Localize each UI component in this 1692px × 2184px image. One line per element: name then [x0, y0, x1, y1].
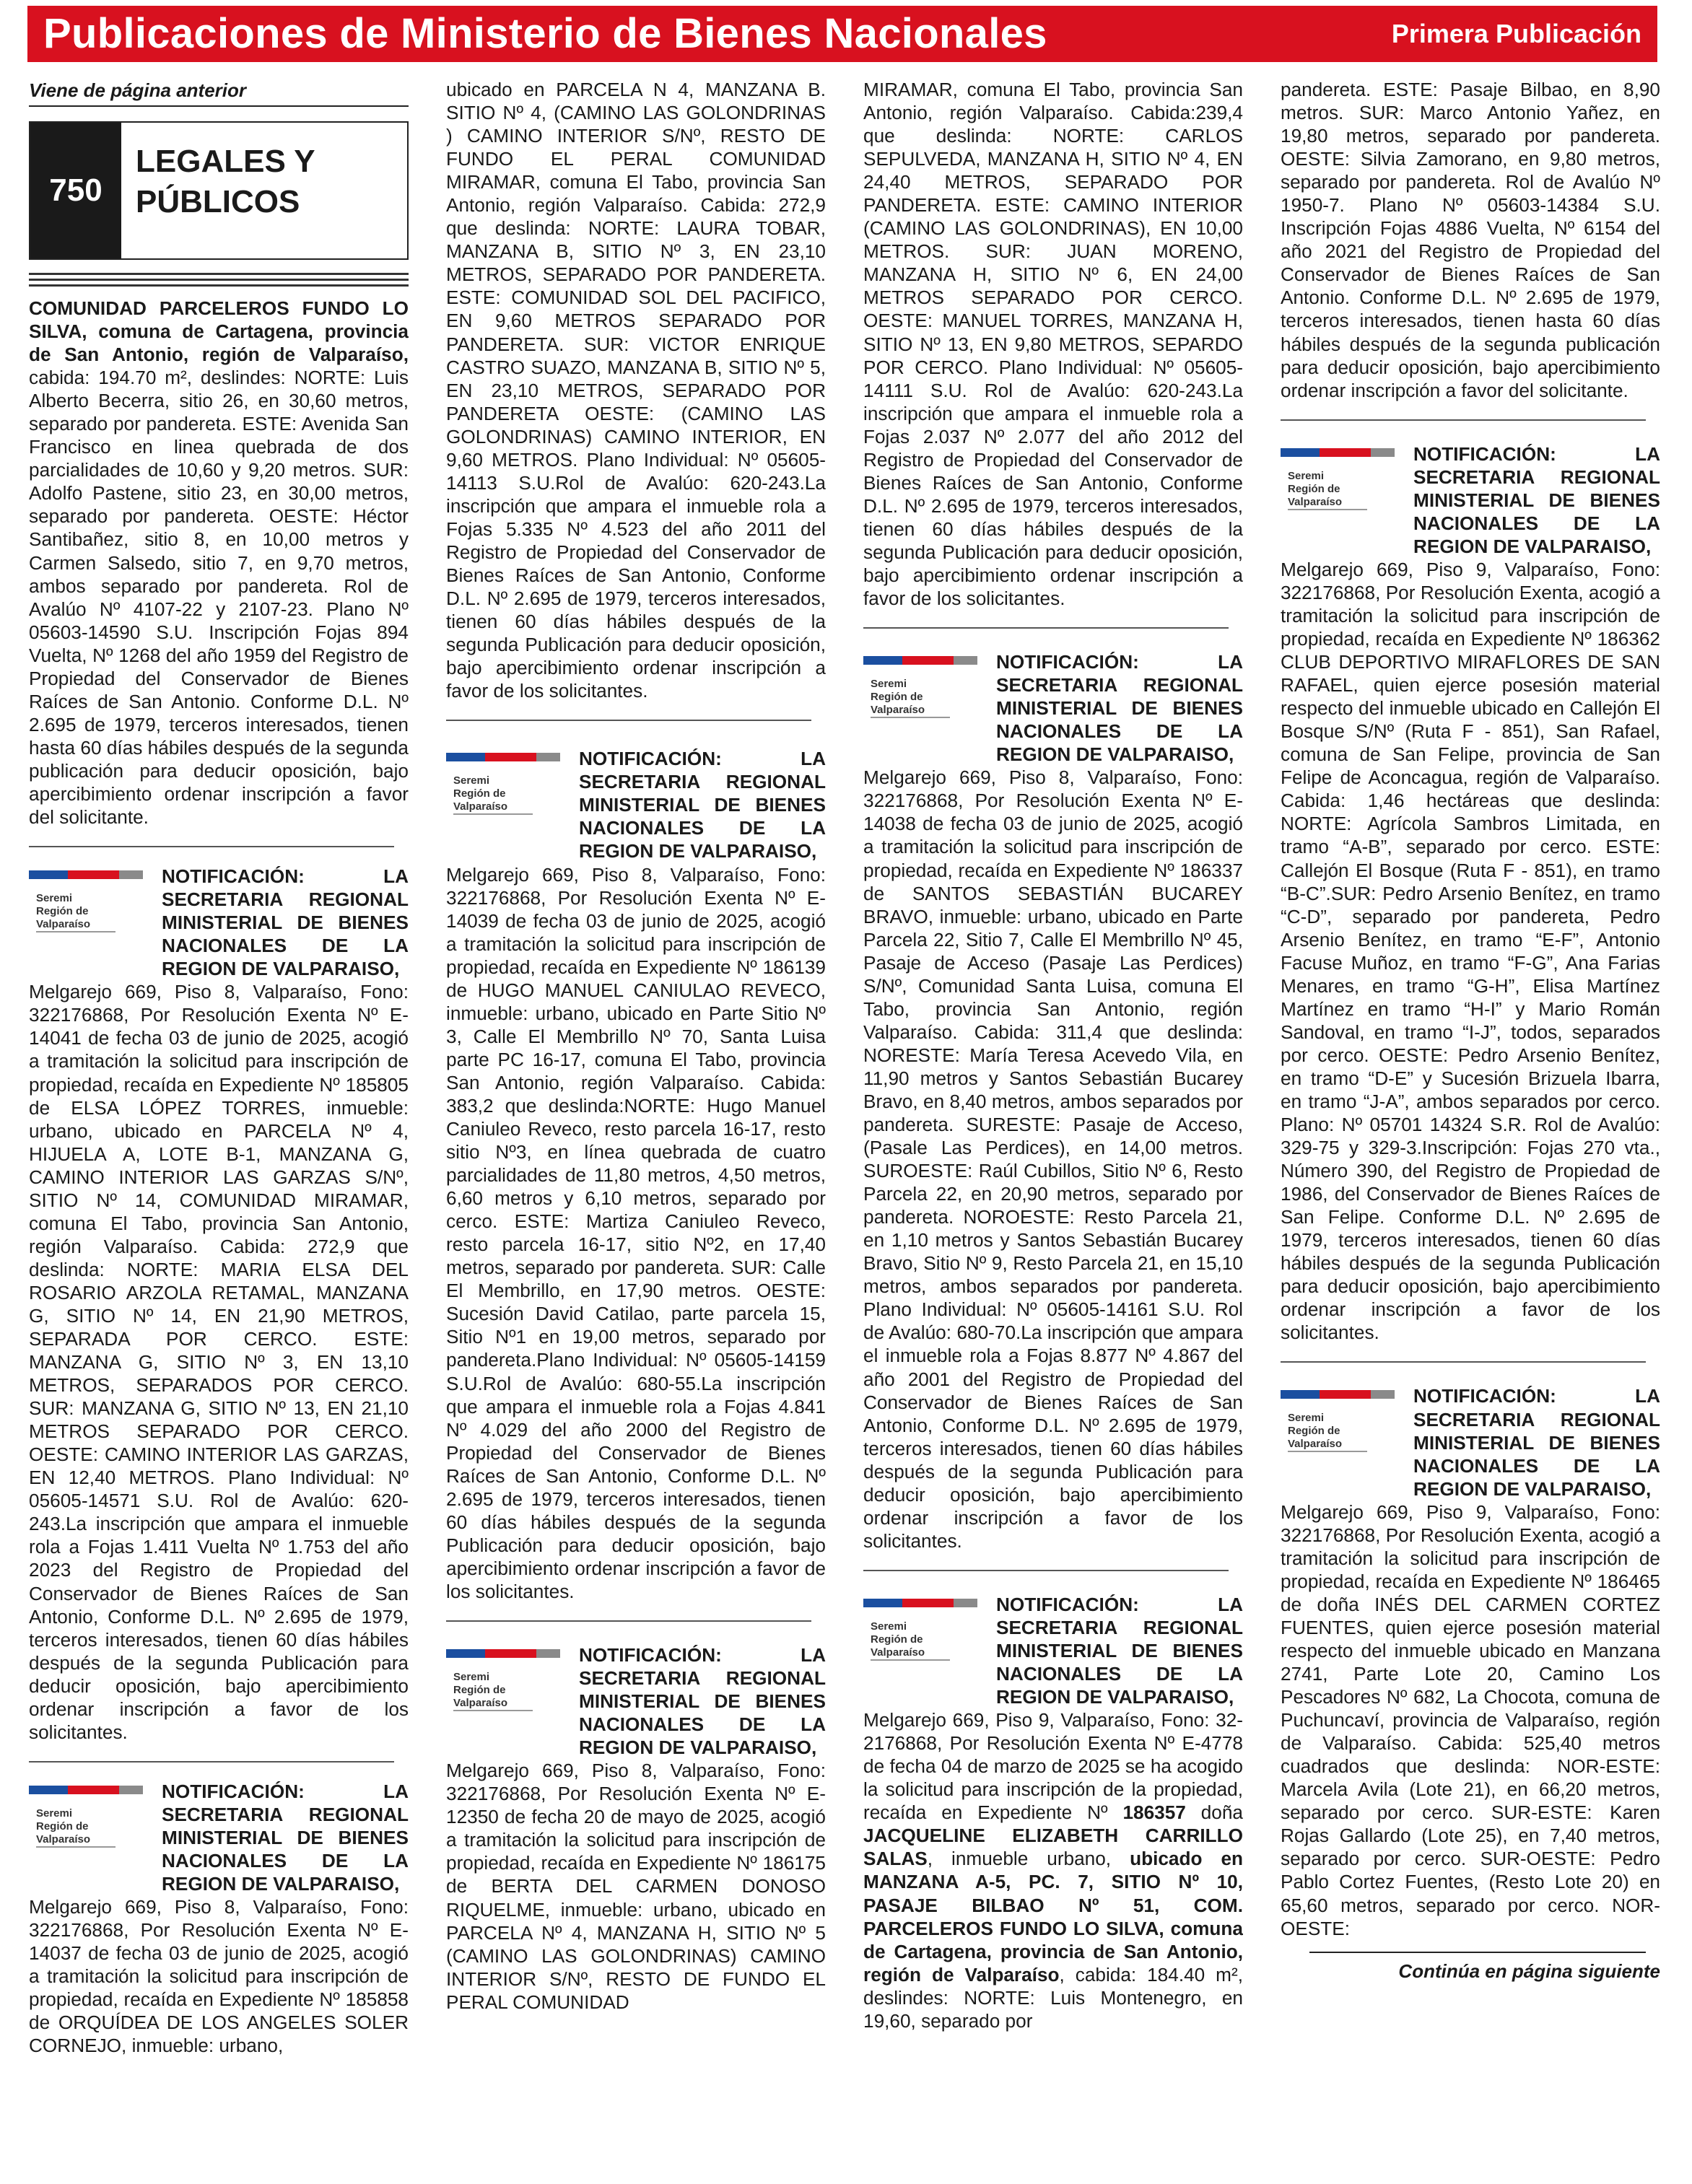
continua-label: Continúa en página siguiente	[1398, 1960, 1660, 1982]
logo-text: Seremi Región de Valparaíso	[1288, 469, 1343, 508]
notice-title: NOTIFICACIÓN: LA SECRETARIA REGIONAL MINISTERIAL DE BIENES NACIONALES DE LA REGION DE VALPARAISO,	[1413, 442, 1660, 557]
flag-stripe	[1281, 448, 1395, 457]
logo-text: Seremi Región de Valparaíso	[1288, 1412, 1343, 1451]
notice-title: NOTIFICACIÓN: LA SECRETARIA REGIONAL MINISTERIAL DE BIENES NACIONALES DE LA REGION DE VALPARAISO,	[1413, 1385, 1660, 1500]
notice-9	[1281, 1384, 1660, 1939]
seremi-logo	[1281, 448, 1405, 551]
seremi-logo	[863, 1599, 987, 1701]
section-name-line1: LEGALES Y	[136, 144, 315, 179]
divider	[1281, 1361, 1646, 1363]
divider	[1281, 419, 1646, 421]
divider	[29, 1761, 394, 1763]
seremi-logo	[446, 753, 570, 855]
logo-text: Seremi Región de Valparaíso	[871, 678, 925, 717]
header-banner	[27, 6, 1657, 62]
notice-title: NOTIFICACIÓN: LA SECRETARIA REGIONAL MINISTERIAL DE BIENES NACIONALES DE LA REGION DE VALPARAISO,	[996, 1593, 1243, 1708]
column-1	[29, 78, 409, 2177]
seremi-logo	[1281, 1390, 1405, 1493]
notice-title: NOTIFICACIÓN: LA SECRETARIA REGIONAL MINISTERIAL DE BIENES NACIONALES DE LA REGION DE VALPARAISO,	[996, 651, 1243, 766]
flag-stripe	[863, 656, 977, 665]
notice-6-body: Melgarejo 669, Piso 8, Valparaíso, Fono: 322176868, Por Resolución Exenta Nº E-14038 de fecha 03 de junio de 2025, acogió a tramitación la solicitud para inscripción de propiedad, recaída en Expediente Nº 186337 de SANTOS SEBASTIÁN BUCAREY BRAVO, inmueble: urbano, ubicado en Parte Parcela 22, Sitio 7, Calle El Membrillo Nº 45, Pasaje de Acceso (Pasaje Las Perdices) S/Nº, Comunidad Santa Luisa, comuna El Tabo, provincia San Antonio, región Valparaíso. Cabida: 311,4 que deslinda: NORESTE: María Teresa Acevedo Vila, en 11,90 metros y Santos Sebastián Bucarey Bravo, en 8,40 metros, ambos separados por pandereta. SURESTE: Pasaje de Acceso, (Pasale Las Perdices), en 14,00 metros. SUROESTE: Raúl Cubillos, Sitio Nº 6, Resto Parcela 22, en 20,90 metros, separado por pandereta. NOROESTE: Resto Parcela 21, en 1,10 metros y Santos Sebastián Bucarey Bravo, Sitio Nº 9, Resto Parcela 21, en 15,10 metros, ambos separados por pandereta. Plano Individual: Nº 05605-14161 S.U. Rol de Avalúo: 680-70.La inscripción que ampara el inmueble rola a Fojas 8.877 Nº 4.867 del año 2001 del Registro de Propiedad del Conservador de Bienes Raíces de San Antonio, Conforme D.L. Nº 2.695 de 1979, terceros interesados, tienen 60 días hábiles después de la segunda Publicación para deducir oposición, bajo apercibimiento ordenar inscripción a favor de los solicitantes.	[863, 766, 1243, 1552]
divider	[863, 627, 1229, 629]
divider	[29, 846, 394, 847]
notice-3-body-cont: ubicado en PARCELA N 4, MANZANA B. SITIO Nº 4, (CAMINO LAS GOLONDRINAS ) CAMINO INTERIOR S/Nº, RESTO DE FUNDO EL PERAL COMUNIDAD MIRAMAR, comuna El Tabo, provincia San Antonio, región Valparaíso. Cabida: 272,9 que deslinda: NORTE: LAURA TOBAR, MANZANA B, SITIO Nº 3, EN 23,10 METROS, SEPARADO POR PANDERETA. ESTE: COMUNIDAD SOL DEL PACIFICO, EN 9,60 METROS SEPARADO POR PANDERETA. SUR: VICTOR ENRIQUE CASTRO SUAZO, MANZANA B, SITIO Nº 5, EN 23,10 METROS, SEPARADO POR PANDERETA OESTE: (CAMINO LAS GOLONDRINAS) CAMINO INTERIOR, EN 9,60 METROS. Plano Individual: Nº 05605-14113 S.U.Rol de Avalúo: 620-243.La inscripción que ampara el inmueble rola a Fojas 5.335 Nº 4.523 del año 2011 del Registro de Propiedad del Conservador de Bienes Raíces de San Antonio, Conforme D.L. Nº 2.695 de 1979, terceros interesados, tienen 60 días hábiles después de la segunda Publicación para deducir oposición, bajo apercibimiento ordenar inscripción a favor de los solicitantes.	[446, 79, 826, 702]
section-name	[121, 123, 407, 258]
viene-label: Viene de página anterior	[29, 79, 247, 101]
flag-stripe	[29, 870, 143, 879]
section-box	[29, 121, 409, 260]
flag-stripe	[29, 1786, 143, 1794]
section-name-line2: PÚBLICOS	[136, 184, 300, 219]
seremi-logo	[863, 656, 987, 759]
logo-text: Seremi Región de Valparaíso	[36, 892, 91, 931]
logo-text: Seremi Región de Valparaíso	[453, 1671, 508, 1709]
logo-text: Seremi Región de Valparaíso	[36, 1807, 91, 1846]
notice-3-body: Melgarejo 669, Piso 8, Valparaíso, Fono: 322176868, Por Resolución Exenta Nº E-14037 de fecha 03 de junio de 2025, acogió a tramitación la solicitud para inscripción de propiedad, recaída en Expediente Nº 185858 de ORQUÍDEA DE LOS ANGELES SOLER CORNEJO, inmueble: urbano,	[29, 1896, 409, 2057]
flag-stripe	[863, 1599, 977, 1607]
notice-title: NOTIFICACIÓN: LA SECRETARIA REGIONAL MINISTERIAL DE BIENES NACIONALES DE LA REGION DE VALPARAISO,	[162, 865, 409, 980]
notice-5-body: Melgarejo 669, Piso 8, Valparaíso, Fono: 322176868, Por Resolución Exenta Nº E-12350 de fecha 20 de mayo de 2025, acogió a tramitación la solicitud para inscripción de propiedad, recaída en Expediente Nº 186175 de BERTA DEL CARMEN DONOSO RIQUELME, inmueble: urbano, ubicado en PARCELA Nº 4, MANZANA H, SITIO Nº 5 (CAMINO LAS GOLONDRINAS) CAMINO INTERIOR S/Nº, RESTO DE FUNDO EL PERAL COMUNIDAD	[446, 1760, 826, 2013]
notice-9-body: Melgarejo 669, Piso 9, Valparaíso, Fono: 322176868, Por Resolución Exenta, acogió a tramitación la solicitud para inscripción de propiedad, recaída en Expediente Nº 186465 de doña INÉS DEL CARMEN CORTEZ FUENTES, quien ejerce posesión material respecto del inmueble ubicado en Manzana 2741, Parte Lote 20, Camino Los Pescadores Nº 682, La Chocota, comuna de Puchuncaví, provincia de Valparaíso, región de Valparaíso. Cabida: 525,40 metros cuadrados que deslinda: NOR-ESTE: Marcela Avila (Lote 21), en 66,20 metros, separado por cerco. SUR-ESTE: Karen Rojas Gallardo (Lote 25), en 7,40 metros, separado por cerco. SUR-OESTE: Pedro Pablo Cortez Fuentes, (Resto Lote 20) en 65,60 metros, separado por cerco. NOR-OESTE:	[1281, 1501, 1660, 1939]
divider	[1309, 1952, 1646, 1953]
column-2	[446, 78, 826, 2177]
notice-7-body-cont: pandereta. ESTE: Pasaje Bilbao, en 8,90 metros. SUR: Marco Antonio Yañez, en 19,80 metros, separado por pandereta. OESTE: Silvia Zamorano, en 9,80 metros, separado por pandereta. Rol de Avalúo Nº 1950-7. Plano Nº 05603-14384 S.U. Inscripción Fojas 4886 Vuelta, Nº 6154 del año 2021 del Registro de Propiedad del Conservador de Bienes Raíces de San Antonio. Conforme D.L. Nº 2.695 de 1979, terceros interesados, tienen hasta 60 días hábiles después de la segunda publicación para deducir oposición, bajo apercibimiento ordenar inscripción a favor del solicitante.	[1281, 79, 1660, 401]
divider	[446, 1620, 811, 1622]
column-3	[863, 78, 1243, 2177]
divider	[446, 720, 811, 721]
notice-1-body: cabida: 194.70 m², deslindes: NORTE: Luis Alberto Becerra, sitio 26, en 30,60 metros, separado por pandereta. ESTE: Avenida San Francisco en linea quebrada de dos parcialidades de 10,60 y 9,20 metros. SUR: Adolfo Pastene, sitio 23, en 30,00 metros, separado por pandereta. OESTE: Héctor Santibañez, sitio 8, en 10,00 metros y Carmen Salsedo, sitio 7, en 9,70 metros, ambos separado por pandereta. Rol de Avalúo Nº 4107-22 y 2107-23. Plano Nº 05603-14590 S.U. Inscripción Fojas 894 Vuelta, Nº 1268 del año 1959 del Registro de Propiedad del Conservador de Bienes Raíces de San Antonio. Conforme D.L. Nº 2.695 de 1979, terceros interesados, tienen hasta 60 días hábiles después de la segunda publicación para deducir oposición, bajo apercibimiento ordenar inscripción a favor del solicitante.	[29, 367, 409, 829]
notice-4	[446, 747, 826, 1603]
notice-2-body: Melgarejo 669, Piso 8, Valparaíso, Fono: 322176868, Por Resolución Exenta Nº E-14041 de fecha 03 de junio de 2025, acogió a tramitación la solicitud para inscripción de propiedad, recaída en Expediente Nº 185805 de ELSA LÓPEZ TORRES, inmueble: urbano, ubicado en PARCELA Nº 4, HIJUELA A, LOTE B-1, MANZANA G, CAMINO INTERIOR LAS GARZAS S/Nº, SITIO Nº 14, COMUNIDAD MIRAMAR, comuna El Tabo, provincia San Antonio, región Valparaíso. Cabida: 272,9 que deslinda: NORTE: MARIA ELSA DEL ROSARIO ARZOLA RETAMAL, MANZANA G, SITIO Nº 14, EN 21,90 METROS, SEPARADA POR CERCO. ESTE: MANZANA G, SITIO Nº 3, EN 13,10 METROS, SEPARADOS POR CERCO. SUR: MANZANA G, SITIO Nº 13, EN 21,10 METROS SEPARADO POR CERCO. OESTE: CAMINO INTERIOR LAS GARZAS, EN 12,40 METROS. Plano Individual: Nº 05605-14571 S.U. Rol de Avalúo: 620-243.La inscripción que ampara el inmueble rola a Fojas 1.411 Vuelta Nº 1.753 del año 2023 del Registro de Propiedad del Conservador de Bienes Raíces de San Antonio, Conforme D.L. Nº 2.695 de 1979, terceros interesados, tienen 60 días hábiles después de la segunda Publicación para deducir oposición, bajo apercibimiento ordenar inscripción a favor de los solicitantes.	[29, 981, 409, 1743]
triple-rule	[29, 273, 409, 287]
section-number: 750	[30, 123, 121, 258]
seremi-logo	[29, 1786, 153, 1888]
notice-7-body: Melgarejo 669, Piso 9, Valparaíso, Fono: 32-2176868, Por Resolución Exenta Nº E-4778 de fecha 04 de marzo de 2025 se ha acogido la solicitud para inscripción de la propiedad, recaída en Expediente Nº 186357 doña JACQUELINE ELIZABETH CARRILLO SALAS, inmueble urbano, ubicado en MANZANA A-5, PC. 7, SITIO Nº 10, PASAJE BILBAO Nº 51, COM. PARCELEROS FUNDO LO SILVA, comuna de Cartagena, provincia de San Antonio, región de Valparaíso, cabida: 184.40 m², deslindes: NORTE: Luis Montenegro, en 19,60, separado por	[863, 1709, 1243, 2032]
notice-5-body-cont: MIRAMAR, comuna El Tabo, provincia San Antonio, región Valparaíso. Cabida:239,4 que deslinda: NORTE: CARLOS SEPULVEDA, MANZANA H, SITIO Nº 4, EN 24,40 METROS, SEPARADO POR PANDERETA. ESTE: CAMINO INTERIOR (CAMINO LAS GOLONDRINAS), EN 10,00 METROS. SUR: JUAN MORENO, MANZANA H, SITIO Nº 6, EN 24,00 METROS SEPARADO POR CERCO. OESTE: MANUEL TORRES, MANZANA H, SITIO Nº 13, EN 9,80 METROS, SEPARDO POR CERCO. Plano Individual: Nº 05605-14111 S.U. Rol de Avalúo: 620-243.La inscripción que ampara el inmueble rola a Fojas 2.037 Nº 2.077 del año 2012 del Registro de Propiedad del Conservador de Bienes Raíces de San Antonio, Conforme D.L. Nº 2.695 de 1979, terceros interesados, tienen 60 días hábiles después de la segunda Publicación para deducir oposición, bajo apercibimiento ordenar inscripción a favor de los solicitantes.	[863, 79, 1243, 610]
notice-title: NOTIFICACIÓN: LA SECRETARIA REGIONAL MINISTERIAL DE BIENES NACIONALES DE LA REGION DE VALPARAISO,	[579, 748, 826, 862]
notice-title: NOTIFICACIÓN: LA SECRETARIA REGIONAL MINISTERIAL DE BIENES NACIONALES DE LA REGION DE VALPARAISO,	[579, 1644, 826, 1759]
flag-stripe	[446, 1649, 560, 1658]
flag-stripe	[446, 753, 560, 761]
flag-stripe	[1281, 1390, 1395, 1399]
logo-text: Seremi Región de Valparaíso	[453, 774, 508, 813]
notice-8-body: Melgarejo 669, Piso 9, Valparaíso, Fono: 322176868, Por Resolución Exenta, acogió a tramitación la solicitud para inscripción de propiedad, recaída en Expediente Nº 186362 CLUB DEPORTIVO MIRAFLORES DE SAN RAFAEL, quien ejerce posesión material respecto del inmueble ubicado en Callejón El Bosque S/Nº (Ruta F - 851), San Rafael, comuna de San Felipe, provincia de San Felipe de Aconcagua, región de Valparaíso. Cabida: 1,46 hectáreas que deslinda: NORTE: Agrícola Sambros Limitada, en tramo “A-B”, separado por cerco. ESTE: Callejón El Bosque (Ruta F - 851), en tramo “B-C”.SUR: Pedro Arsenio Benítez, en tramo “C-D”, separado por pandereta, Pedro Arsenio Benítez, en tramo “E-F”, Antonio Facuse Muñoz, en tramo “F-G”, Ana Farias Menares, en tramo “G-H”, Elisa Martínez Martínez en tramo “H-I” y Mario Román Sandoval, en tramo “I-J”, todos, separados por cerco. OESTE: Pedro Arsenio Benítez, en tramo “D-E” y Sucesión Brizuela Ibarra, en tramo “J-A”, ambos separados por cerco. Plano: Nº 05701 14324 S.R. Rol de Avalúo: 329-75 y 329-3.Inscripción: Fojas 270 vta., Número 390, del Registro de Propiedad de 1986, del Conservador de Bienes Raíces de San Felipe. Conforme D.L. Nº 2.695 de 1979, terceros interesados, tienen 60 días hábiles después de la segunda Publicación para deducir oposición, bajo apercibimiento ordenar inscripción a favor de los solicitantes.	[1281, 558, 1660, 1344]
seremi-logo	[446, 1649, 570, 1752]
column-4	[1281, 78, 1660, 2177]
divider	[29, 105, 409, 107]
notice-1	[29, 297, 409, 829]
logo-text: Seremi Región de Valparaíso	[871, 1620, 925, 1659]
notice-3	[29, 1780, 409, 2058]
page-title: Publicaciones de Ministerio de Bienes Nacionales	[43, 10, 1047, 57]
notice-6	[863, 650, 1243, 1552]
publication-label: Primera Publicación	[1391, 19, 1641, 48]
notice-5	[446, 1643, 826, 2014]
notice-8	[1281, 442, 1660, 1345]
seremi-logo	[29, 870, 153, 973]
notice-7	[863, 1593, 1243, 2032]
notice-4-body: Melgarejo 669, Piso 8, Valparaíso, Fono: 322176868, Por Resolución Exenta Nº E-14039 de fecha 03 de junio de 2025, acogió a tramitación la solicitud para inscripción de propiedad, recaída en Expediente Nº 186139 de HUGO MANUEL CANIULAO REVECO, inmueble: urbano, ubicado en Parte Sitio Nº 3, Calle El Membrillo Nº 70, Santa Luisa parte PC 16-17, comuna El Tabo, provincia San Antonio, región Valparaíso. Cabida: 383,2 que deslinda:NORTE: Hugo Manuel Caniuleo Reveco, resto parcela 16-17, resto sitio Nº3, en línea quebrada de cuatro parcialidades de 11,80 metros, 4,50 metros, 6,60 metros y 6,10 metros, separado por cerco. ESTE: Martiza Caniuleo Reveco, resto parcela 16-17, sitio Nº2, en 17,40 metros, separado por pandereta. SUR: Calle El Membrillo, en 17,90 metros. OESTE: Sucesión David Catilao, parte parcela 15, Sitio Nº1 en 19,00 metros, separado por pandereta.Plano Individual: Nº 05605-14159 S.U.Rol de Avalúo: 680-55.La inscripción que ampara el inmueble rola a Fojas 4.841 Nº 4.029 del año 2000 del Registro de Propiedad del Conservador de Bienes Raíces de San Antonio, Conforme D.L. Nº 2.695 de 1979, terceros interesados, tienen 60 días hábiles después de la segunda Publicación para deducir oposición, bajo apercibimiento ordenar inscripción a favor de los solicitantes.	[446, 863, 826, 1602]
notice-1-lead: COMUNIDAD PARCELEROS FUNDO LO SILVA, comuna de Cartagena, provincia de San Antonio, región de Valparaíso,	[29, 297, 409, 366]
notice-2	[29, 865, 409, 1744]
notice-title: NOTIFICACIÓN: LA SECRETARIA REGIONAL MINISTERIAL DE BIENES NACIONALES DE LA REGION DE VALPARAISO,	[162, 1780, 409, 1895]
divider	[863, 1570, 1229, 1571]
